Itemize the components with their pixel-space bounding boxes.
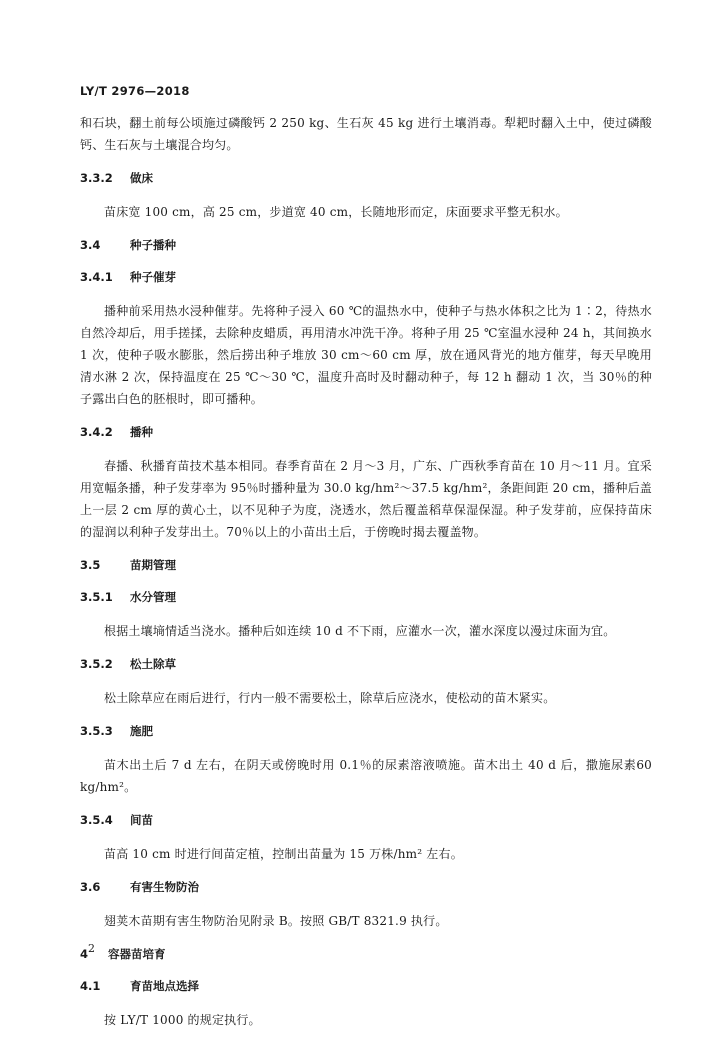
section-heading bbox=[80, 655, 652, 673]
section-title: 有害生物防治 bbox=[130, 880, 199, 894]
body-paragraph: 根据土壤墒情适当浇水。播种后如连续 10 d 不下雨，应灌水一次，灌水深度以漫过床面为宜。 bbox=[104, 624, 616, 638]
section-title: 播种 bbox=[130, 425, 153, 439]
section-number: 3.4.2 bbox=[80, 425, 113, 439]
section-heading bbox=[80, 268, 652, 286]
section-title: 施肥 bbox=[130, 724, 153, 738]
body-paragraph: 苗床宽 100 cm，高 25 cm，步道宽 40 cm，长随地形而定，床面要求平整无积水。 bbox=[104, 205, 568, 219]
section-title: 水分管理 bbox=[130, 590, 176, 604]
section-title: 间苗 bbox=[130, 813, 153, 827]
body-paragraph: 翅荚木苗期有害生物防治见附录 B。按照 GB/T 8321.9 执行。 bbox=[104, 914, 448, 928]
body-paragraph: 播种前采用热水浸种催芽。先将种子浸入 60 ℃的温热水中，使种子与热水体积之比为 1∶2，待热水自然冷却后，用手搓揉，去除种皮蜡质，再用清水冲洗干净。将种子用 25 ℃室温水浸种 24 h，其间换水 1 次，使种子吸水膨胀，然后捞出种子堆放 30 cm～60 cm 厚，放在通风背光的地方催芽，每天早晚用清水淋 2 次，保持温度在 25 ℃～30 ℃，温度升高时及时翻动种子，每 12 h 翻动 1 次，当 30％的种子露出白色的胚根时，即可播种。 bbox=[80, 304, 652, 406]
section-number: 3.6 bbox=[80, 880, 101, 894]
body-paragraph: 按 LY/T 1000 的规定执行。 bbox=[104, 1013, 261, 1027]
section-heading bbox=[80, 977, 652, 995]
section-number: 3.3.2 bbox=[80, 171, 113, 185]
body-paragraph: 春播、秋播育苗技术基本相同。春季育苗在 2 月～3 月，广东、广西秋季育苗在 10 月～11 月。宜采用宽幅条播，种子发芽率为 95％时播种量为 30.0 kg/hm²～37.5 kg/hm²，条距间距 20 cm，播种后盖上一层 2 cm 厚的黄心土，以不见种子为度，浇透水，然后覆盖稻草保湿保湿。种子发芽前，应保持苗床的湿润以利种子发芽出土。70％以上的小苗出土后，于傍晚时揭去覆盖物。 bbox=[80, 459, 652, 539]
section-title: 种子催芽 bbox=[130, 270, 176, 284]
body-paragraph: 和石块，翻土前每公顷施过磷酸钙 2 250 kg、生石灰 45 kg 进行土壤消毒。犁耙时翻入土中，使过磷酸钙、生石灰与土壤混合均匀。 bbox=[80, 116, 652, 152]
section-number: 4 bbox=[80, 947, 89, 961]
section-heading bbox=[80, 169, 652, 187]
section-heading bbox=[80, 945, 652, 963]
section-title: 育苗地点选择 bbox=[130, 979, 199, 993]
section-number: 3.5 bbox=[80, 558, 101, 572]
section-number: 3.5.1 bbox=[80, 590, 113, 604]
body-paragraph: 苗木出土后 7 d 左右，在阴天或傍晚时用 0.1％的尿素溶液喷施。苗木出土 40 d 后，撒施尿素60 kg/hm²。 bbox=[80, 758, 652, 794]
section-heading bbox=[80, 556, 652, 574]
section-number: 3.5.3 bbox=[80, 724, 113, 738]
section-heading bbox=[80, 878, 652, 896]
section-number: 3.4 bbox=[80, 238, 101, 252]
section-number: 3.5.2 bbox=[80, 657, 113, 671]
section-title: 做床 bbox=[130, 171, 153, 185]
body-paragraph: 苗高 10 cm 时进行间苗定植，控制出苗量为 15 万株/hm² 左右。 bbox=[104, 847, 463, 861]
document-body bbox=[80, 112, 652, 1044]
section-title: 种子播种 bbox=[130, 238, 176, 252]
page-number: 2 bbox=[88, 942, 95, 955]
section-heading bbox=[80, 588, 652, 606]
section-heading bbox=[80, 722, 652, 740]
section-title: 松土除草 bbox=[130, 657, 176, 671]
section-title: 苗期管理 bbox=[130, 558, 176, 572]
section-title: 容器苗培育 bbox=[108, 947, 166, 961]
section-number: 3.4.1 bbox=[80, 270, 113, 284]
section-heading bbox=[80, 423, 652, 441]
section-number: 3.5.4 bbox=[80, 813, 113, 827]
section-number: 4.1 bbox=[80, 979, 101, 993]
body-paragraph: 松土除草应在雨后进行，行内一般不需要松土，除草后应浇水，使松动的苗木紧实。 bbox=[104, 691, 556, 705]
section-heading bbox=[80, 811, 652, 829]
standard-number-header: LY/T 2976—2018 bbox=[80, 84, 190, 98]
section-heading bbox=[80, 236, 652, 254]
